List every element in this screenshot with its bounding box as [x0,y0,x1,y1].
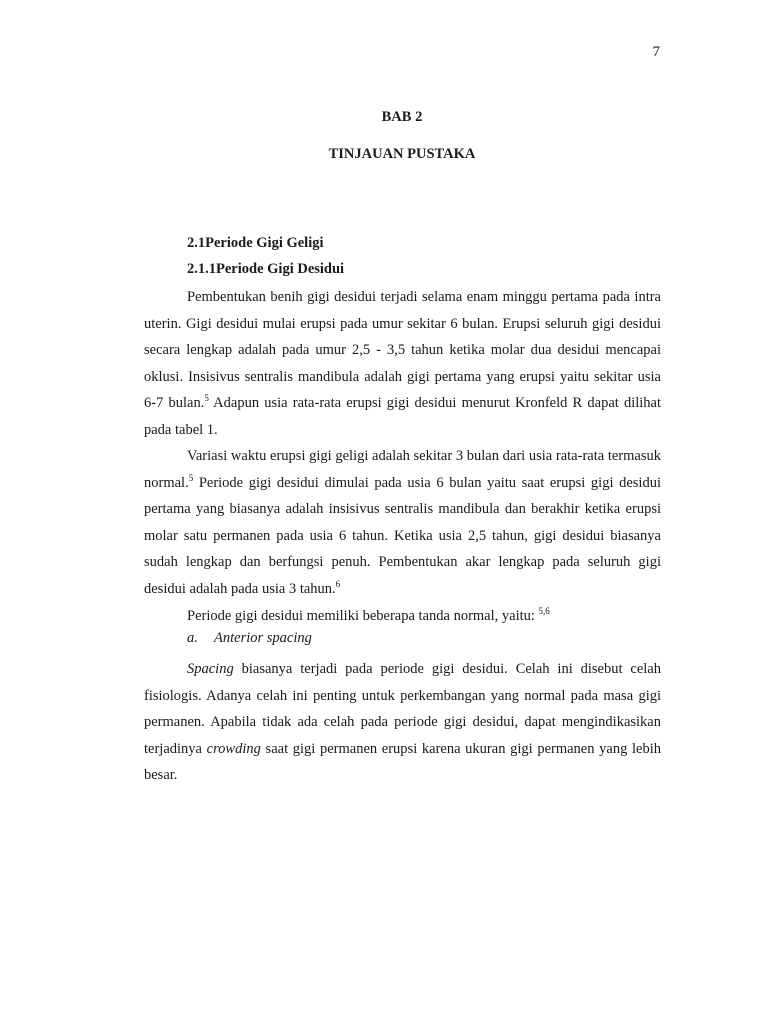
paragraph-1-text-b: Adapun usia rata-rata erupsi gigi desidui menurut Kronfeld R dapat dilihat pada tabel 1. [144,395,661,438]
list-marker: a. [187,630,198,646]
chapter-label: BAB 2 [381,109,423,125]
paragraph-1-text-a: Pembentukan benih gigi desidui terjadi selama enam minggu pertama pada intra uterin. Gigi desidui mulai erupsi pada umur sekitar 6 bulan. Erupsi seluruh gigi desidui secara lengkap adalah pada umur 2,5 - 3,5 tahun ketika molar dua desidui mencapai oklusi. Insisivus sentralis mandibula adalah gigi pertama yang erupsi yaitu sekitar usia 6-7 bulan. [144,289,661,411]
list-item-label: Anterior spacing [214,630,312,646]
paragraph-4-text-b: saat gigi permanen erupsi karena ukuran gigi permanen yang lebih besar. [144,740,661,783]
paragraph-2-text-a: Variasi waktu erupsi gigi geligi adalah sekitar 3 bulan dari usia rata-rata termasuk normal. [144,448,661,491]
list-item-anterior-spacing [187,630,312,647]
chapter-title: TINJAUAN PUSTAKA [328,146,476,162]
citation-ref: 5,6 [538,606,550,617]
citation-ref: 5 [204,393,209,404]
page-number: 7 [652,44,660,60]
section-heading-2-1-1: 2.1.1Periode Gigi Desidui [187,261,345,277]
citation-ref: 5 [188,472,194,483]
paragraph-2 [144,443,661,602]
citation-ref: 6 [335,578,341,589]
paragraph-2-text-b: Periode gigi desidui dimulai pada usia 6 bulan yaitu saat erupsi gigi desidui pertama yang biasanya adalah insisivus sentralis mandibula dan berakhir ketika erupsi molar satu permanen pada usia 6 tahun. Ketika usia 2,5 tahun, gigi desidui biasanya sudah lengkap dan berfungsi penuh. Pembentukan akar lengkap pada seluruh gigi desidui adalah pada usia 3 tahun. [144,474,661,597]
paragraph-3 [144,603,661,630]
paragraph-3-text: Periode gigi desidui memiliki beberapa tanda normal, yaitu: [187,608,539,624]
section-heading-2-1: 2.1Periode Gigi Geligi [187,235,324,251]
paragraph-4 [144,656,661,789]
term-spacing: Spacing [187,661,234,677]
paragraph-4-text-a: biasanya terjadi pada periode gigi desidui. Celah ini disebut celah fisiologis. Adanya celah ini penting untuk perkembangan yang normal pada masa gigi permanen. Apabila tidak ada celah pada periode gigi desidui, dapat mengindikasikan terjadinya [144,661,661,757]
paragraph-1 [144,284,661,443]
term-crowding: crowding [206,740,261,757]
